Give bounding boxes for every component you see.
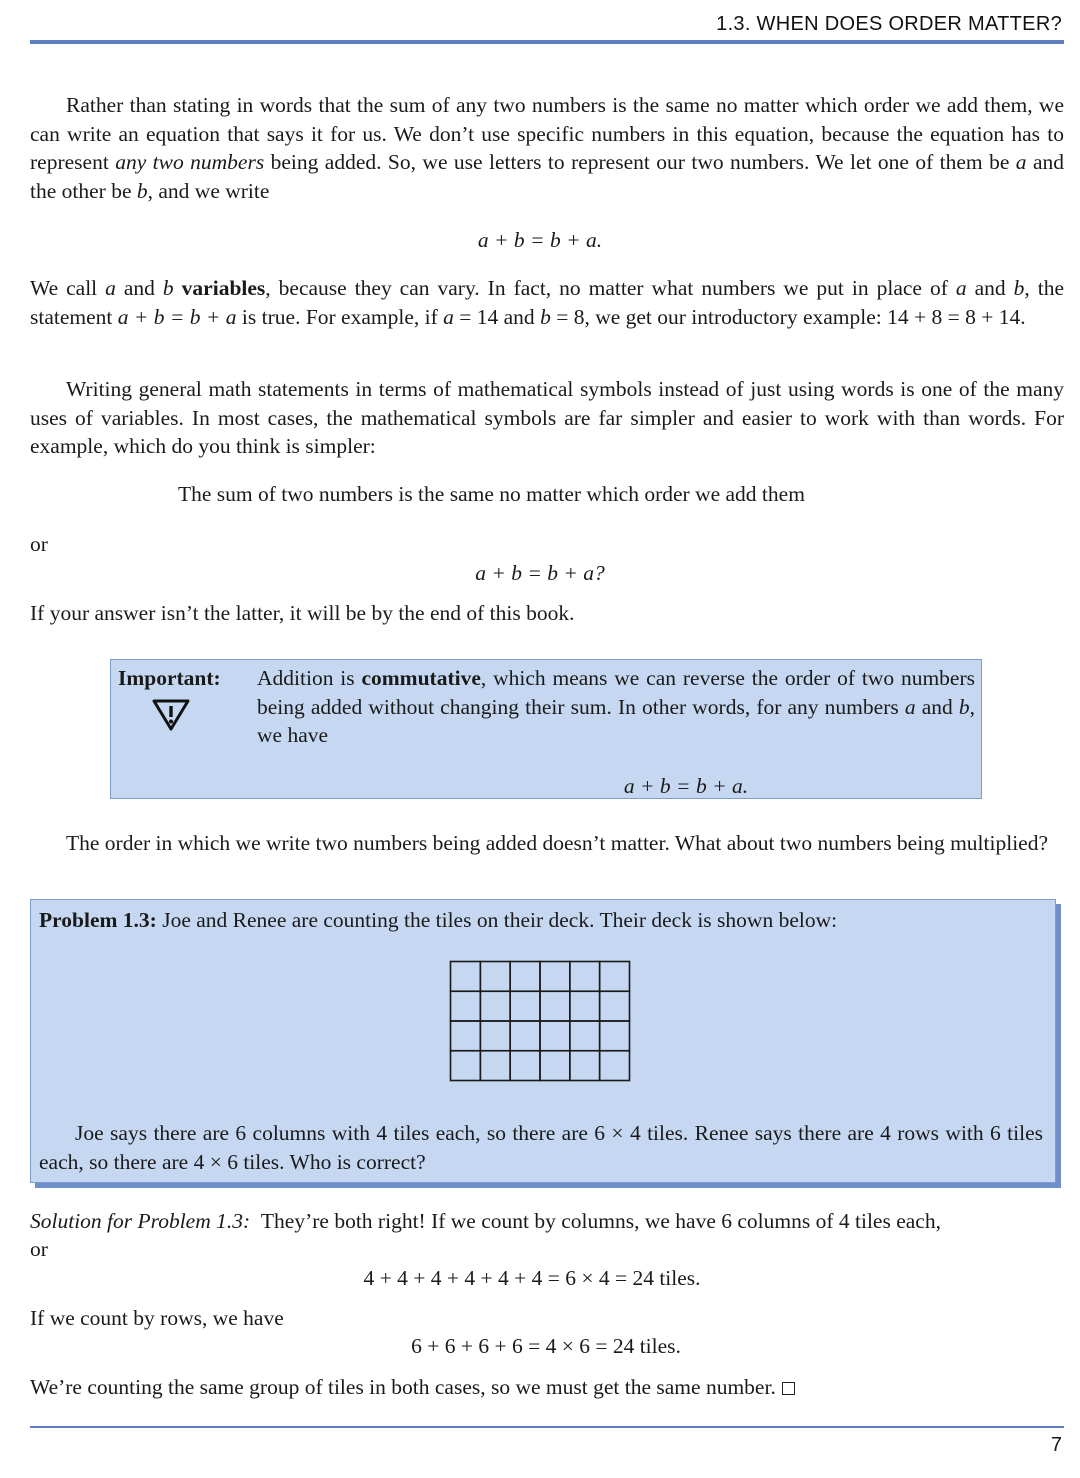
deck-tile — [451, 991, 481, 1021]
deck-tile — [480, 1051, 510, 1081]
problem-box — [30, 899, 1056, 1183]
deck-tile — [510, 1051, 540, 1081]
deck-tile — [570, 962, 600, 992]
warning-icon — [151, 698, 191, 732]
important-label: Important: — [118, 666, 221, 690]
deck-tile — [480, 1021, 510, 1051]
deck-tile — [540, 1021, 570, 1051]
deck-tile — [540, 962, 570, 992]
deck-tile — [451, 1021, 481, 1051]
section-title: 1.3. WHEN DOES ORDER MATTER? — [716, 13, 1062, 35]
header-rule — [30, 40, 1064, 44]
equation-question: a + b = b + a? — [475, 561, 605, 585]
important-box — [110, 659, 982, 799]
footer-rule — [30, 1426, 1064, 1428]
deck-tile — [480, 962, 510, 992]
deck-tile — [451, 962, 481, 992]
rows-intro: If we count by rows, we have — [30, 1306, 284, 1330]
connector-or-solution: or — [30, 1237, 48, 1261]
deck-tile — [480, 991, 510, 1021]
deck-tile — [540, 1051, 570, 1081]
problem-question: Joe says there are 6 columns with 4 tiles each, so there are 6 × 4 tiles. Renee says there are 4 rows with 6 tiles each, so there are 4 × 6 tiles. Who is correct? — [39, 1121, 1043, 1174]
deck-tile — [570, 991, 600, 1021]
problem-statement: Problem 1.3: Joe and Renee are counting the tiles on their deck. Their deck is shown below: — [39, 908, 838, 932]
solution-paragraph: Solution for Problem 1.3: They’re both right! If we count by columns, we have 6 columns of 4 tiles each, — [30, 1209, 941, 1233]
paragraph-intro: Rather than stating in words that the sum of any two numbers is the same no matter which order we add them, we can write an equation that says it for us. We don’t use specific numbers in this equation, because the equation has to represent any two numbers being added. So, we use letters to represent our two numbers. We let one of them be a and the other be b, and we write — [30, 93, 1064, 203]
equation-rows: 6 + 6 + 6 + 6 = 4 × 6 = 24 tiles. — [411, 1334, 681, 1358]
deck-tile — [600, 991, 630, 1021]
equation-columns: 4 + 4 + 4 + 4 + 4 + 4 = 6 × 4 = 24 tiles. — [363, 1266, 701, 1290]
paragraph-variables: We call a and b variables, because they can vary. In fact, no matter what numbers we put in place of a and b, the statement a + b = b + a is true. For example, if a = 14 and b = 8, we get our introductory example: 14 + 8 = 8 + 14. — [30, 276, 1065, 329]
paragraph-symbols: Writing general math statements in terms of mathematical symbols instead of just using words is one of the many uses of variables. In most cases, the mathematical symbols are far simpler and easier to work with than words. For example, which do you think is simpler: — [30, 377, 1064, 458]
deck-tile — [600, 1021, 630, 1051]
equation-commutative: a + b = b + a. — [477, 228, 603, 252]
deck-tile — [570, 1021, 600, 1051]
page-number: 7 — [1050, 1434, 1062, 1456]
important-equation: a + b = b + a. — [623, 774, 749, 798]
deck-tile — [570, 1051, 600, 1081]
deck-tile — [510, 1021, 540, 1051]
deck-tile — [540, 991, 570, 1021]
quote-statement: The sum of two numbers is the same no matter which order we add them — [178, 482, 805, 506]
qed-square-icon — [782, 1382, 795, 1395]
deck-tile-grid — [449, 960, 631, 1082]
important-text: Addition is commutative, which means we can reverse the order of two numbers being added without changing their sum. In other words, for any numbers a and b, we have — [257, 666, 976, 747]
deck-tile — [600, 962, 630, 992]
deck-tile — [510, 991, 540, 1021]
deck-tile — [600, 1051, 630, 1081]
deck-tile — [510, 962, 540, 992]
connector-or: or — [30, 532, 48, 556]
paragraph-multiplied: The order in which we write two numbers being added doesn’t matter. What about two numbers being multiplied? — [66, 831, 1048, 855]
paragraph-latter: If your answer isn’t the latter, it will be by the end of this book. — [30, 601, 575, 625]
solution-conclusion: We’re counting the same group of tiles in both cases, so we must get the same number. — [30, 1373, 1064, 1402]
deck-tile — [451, 1051, 481, 1081]
